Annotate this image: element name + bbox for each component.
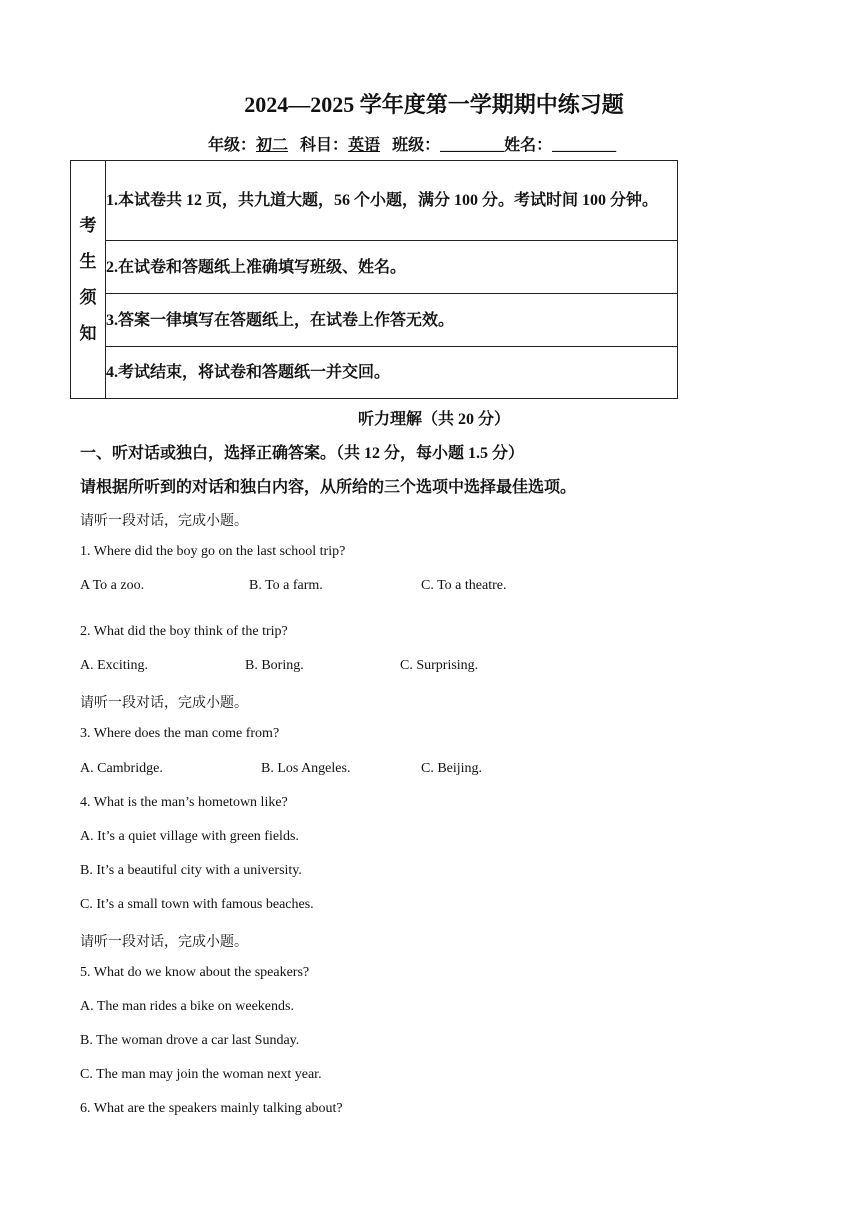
- q1-option-c: C. To a theatre.: [421, 578, 507, 593]
- q2-option-a: A. Exciting.: [80, 658, 149, 673]
- q2-option-b: B. Boring.: [245, 658, 304, 673]
- notice-item: 1.本试卷共 12 页，共九道大题，56 个小题，满分 100 分。考试时间 100 分钟。: [106, 161, 678, 241]
- page-title: 2024—2025 学年度第一学期期中练习题: [244, 92, 624, 117]
- q5-option-a: A. The man rides a bike on weekends.: [80, 999, 294, 1014]
- class-field: 班级：________: [392, 137, 505, 154]
- q3-option-b: B. Los Angeles.: [261, 761, 351, 776]
- q2-option-c: C. Surprising.: [400, 658, 479, 673]
- notice-side-label: 考 生 须 知: [71, 161, 106, 399]
- section-title: 听力理解（共 20 分）: [357, 411, 510, 428]
- q3-option-c: C. Beijing.: [421, 761, 483, 776]
- q4-option-b: B. It’s a beautiful city with a university.: [80, 863, 302, 878]
- notice-item: 4.考试结束，将试卷和答题纸一并交回。: [106, 347, 678, 399]
- subject-label: 科目：: [300, 137, 349, 154]
- notice-item: 2.在试卷和答题纸上准确填写班级、姓名。: [106, 241, 678, 294]
- notice-item: 3.答案一律填写在答题纸上，在试卷上作答无效。: [106, 294, 678, 347]
- q4-option-a: A. It’s a quiet village with green fields.: [80, 829, 299, 844]
- q4-option-c: C. It’s a small town with famous beaches.: [80, 897, 314, 912]
- question-2: 2. What did the boy think of the trip?: [80, 624, 288, 639]
- notice-table: [70, 160, 678, 399]
- question-4: 4. What is the man’s hometown like?: [80, 795, 288, 810]
- question-3: 3. Where does the man come from?: [80, 726, 280, 741]
- dialog-prompt: 请听一段对话，完成小题。: [80, 935, 248, 950]
- question-6: 6. What are the speakers mainly talking about?: [80, 1101, 343, 1116]
- q1-option-b: B. To a farm.: [249, 578, 323, 593]
- dialog-prompt: 请听一段对话，完成小题。: [80, 514, 248, 529]
- q1-option-a: A To a zoo.: [80, 578, 145, 593]
- part1-instruction: 请根据所听到的对话和独白内容，从所给的三个选项中选择最佳选项。: [80, 479, 577, 496]
- grade-value: 初二: [256, 137, 289, 154]
- part1-heading: 一、听对话或独白，选择正确答案。（共 12 分，每小题 1.5 分）: [80, 445, 525, 462]
- question-5: 5. What do we know about the speakers?: [80, 965, 310, 980]
- q5-option-c: C. The man may join the woman next year.: [80, 1067, 322, 1082]
- question-1: 1. Where did the boy go on the last school trip?: [80, 544, 346, 559]
- subject-value: 英语: [348, 137, 381, 154]
- grade-label: 年级：: [208, 137, 257, 154]
- dialog-prompt: 请听一段对话，完成小题。: [80, 696, 248, 711]
- name-field: 姓名：________: [504, 137, 617, 154]
- exam-meta: [208, 132, 616, 155]
- q5-option-b: B. The woman drove a car last Sunday.: [80, 1033, 300, 1048]
- q3-option-a: A. Cambridge.: [80, 761, 163, 776]
